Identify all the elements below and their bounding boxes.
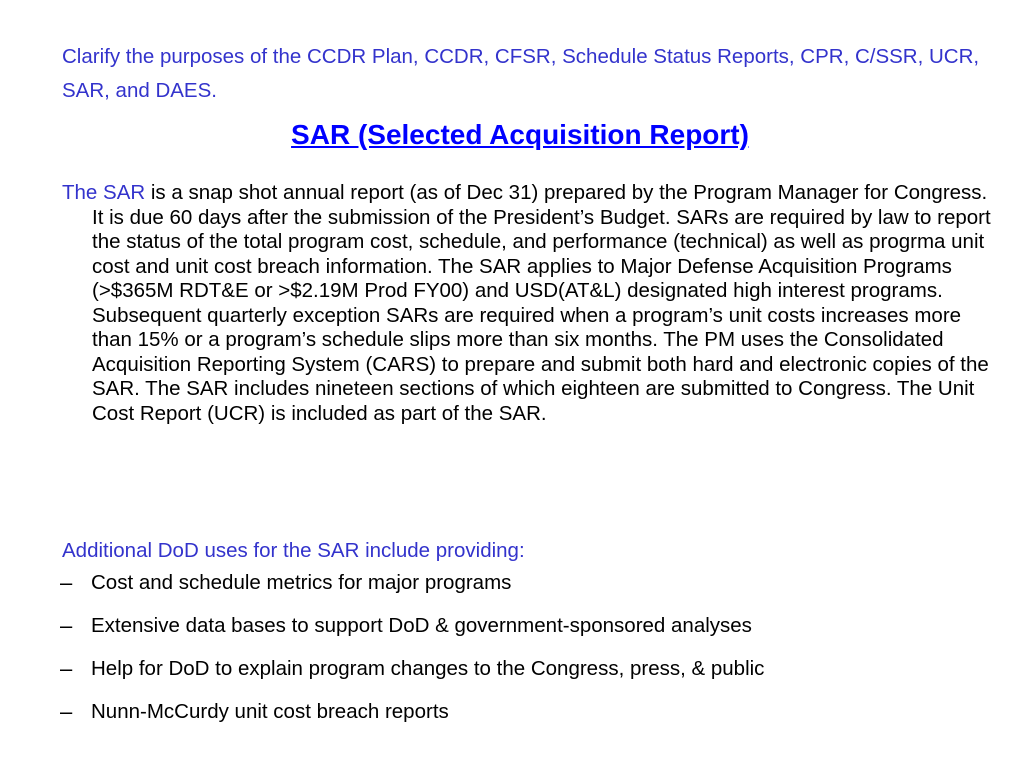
uses-heading: Additional DoD uses for the SAR include providing: (62, 539, 525, 562)
list-item (60, 697, 1000, 740)
uses-list (60, 568, 1000, 740)
paragraph-lead: The SAR (62, 181, 146, 204)
slide-title: SAR (Selected Acquisition Report) (291, 119, 749, 150)
objective-text: Clarify the purposes of the CCDR Plan, CCDR, CFSR, Schedule Status Reports, CPR, C/SSR, UCR, SAR, and DAES. (62, 45, 980, 102)
sar-description-paragraph (62, 181, 992, 426)
list-item-text: Extensive data bases to support DoD & government-sponsored analyses (91, 614, 752, 637)
list-item-text: Help for DoD to explain program changes to the Congress, press, & public (91, 657, 765, 680)
list-item (60, 611, 1000, 654)
dash-bullet: – (60, 699, 73, 724)
list-item (60, 568, 1000, 611)
list-item-text: Nunn-McCurdy unit cost breach reports (91, 700, 449, 723)
dash-bullet: – (60, 613, 73, 638)
dash-bullet: – (60, 570, 73, 595)
paragraph-body: is a snap shot annual report (as of Dec 31) prepared by the Program Manager for Congress. It is due 60 days after the submission of the President’s Budget. SARs are required by law to report the status of the total program cost, schedule, and performance (technical) as well as progrma unit cost and unit cost breach information. The SAR applies to Major Defense Acquisition Programs (>$365M RDT&E or >$2.19M Prod FY00) and USD(AT&L) designated high interest programs. Subsequent quarterly exception SARs are required when a program’s unit costs increases more than 15% or a program’s schedule slips more than six months. The PM uses the Consolidated Acquisition Reporting System (CARS) to prepare and submit both hard and electronic copies of the SAR. The SAR includes nineteen sections of which eighteen are submitted to Congress. The Unit Cost Report (UCR) is included as part of the SAR. (92, 181, 991, 425)
list-item-text: Cost and schedule metrics for major programs (91, 571, 512, 594)
dash-bullet: – (60, 656, 73, 681)
list-item (60, 654, 1000, 697)
